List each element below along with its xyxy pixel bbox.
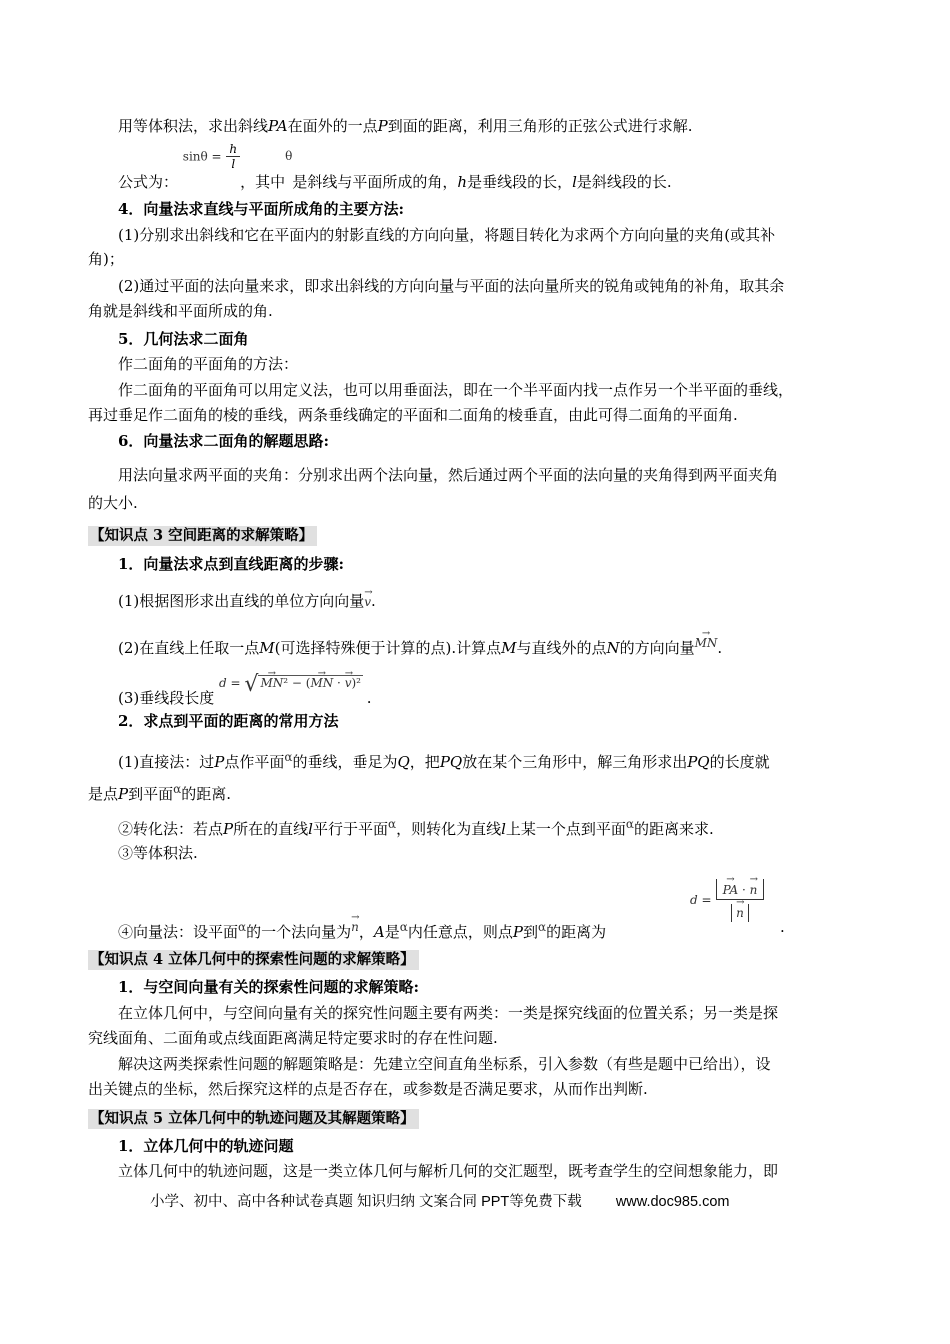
paragraph-k3-p4: ④向量法：设平面$^\alpha$的一个法向量为→ n，A是$^\alpha$内任意点，则点P到$^\alpha$的距离为 [88,916,876,943]
heading-k5-1: 1．立体几何中的轨迹问题 [118,1137,294,1155]
paragraph-4-1b: 角)； [88,250,124,268]
paragraph-k3-p1b: 是点P到平面$^\alpha$的距离. [88,782,232,803]
paragraph-k4-2a: 解决这两类探索性问题的解题策略是：先建立空间直角坐标系，引入参数（有些是题中已给出），设 [118,1055,771,1073]
paragraph-k5-1: 立体几何中的轨迹问题，这是一类立体几何与解析几何的交汇题型，既考查学生的空间想象能力，即 [88,1160,876,1182]
section-header-4: 【知识点 4 立体几何中的探索性问题的求解策略】 [88,950,419,970]
paragraph-4-1a: (1)分别求出斜线和它在平面内的射影直线的方向向量，将题目转化为求两个方向向量的夹角(或其补 [118,226,776,244]
page-footer [150,1190,729,1211]
paragraph-k3-p3: ③等体积法. [118,844,198,862]
formula-period: . [780,918,785,936]
paragraph-equal-volume: 用等体积法，求出斜线PA在面外的一点P到面的距离，利用三角形的正弦公式进行求解. [118,117,693,135]
paragraph-k3-2: (2)在直线上任取一点M(可选择特殊便于计算的点).计算点M与直线外的点N的方向向量→ MN. [88,632,876,659]
distance-formula: d = √→ MN² − (→ MN · → v)² [219,676,367,690]
footer-url[interactable]: www.doc985.com [615,1194,730,1210]
paragraph-5-2b: 再过垂足作二面角的棱的垂线，两条垂线确定的平面和二面角的棱垂直，由此可得二面角的平面角. [88,406,738,424]
section-header-3: 【知识点 3 空间距离的求解策略】 [88,526,317,546]
heading-4: 4．向量法求直线与平面所成角的主要方法: [118,200,404,218]
paragraph-5-1: 作二面角的平面角的方法： [118,355,299,373]
footer-text: 小学、初中、高中各种试卷真题 知识归纳 文案合同 PPT等免费下载 [150,1194,582,1210]
paragraph-k3-1: (1)根据图形求出直线的单位方向向量→ v. [88,590,876,613]
paragraph-6b: 的大小. [88,494,138,512]
sine-formula: sinθ = $\frac{h}{l}$ [183,142,240,171]
paragraph-4-2b: 角就是斜线和平面所成的角. [88,302,273,320]
paragraph-k4-1b: 究线面角、二面角或点线面距离满足特定要求时的存在性问题. [88,1029,498,1047]
paragraph-k3-p1a: (1)直接法：过P点作平面$^\alpha$的垂线，垂足为Q，把PQ放在某个三角形中，解三角形求出PQ的长度就 [118,750,770,771]
paragraph-k4-2b: 出关键点的坐标，然后探究这样的点是否存在，或参数是否满足要求，从而作出判断. [88,1080,648,1098]
plane-distance-formula: d = → PA · → n → n [690,870,764,930]
paragraph-k4-1a: 在立体几何中，与空间向量有关的探究性问题主要有两类：一类是探究线面的位置关系；另一类是探 [118,1004,779,1022]
paragraph-k3-p2: ②转化法：若点P所在的直线l平行于平面$^\alpha$，则转化为直线l上某一个点到平面$^\alpha$的距离来求. [118,817,714,838]
paragraph-6a: 用法向量求两平面的夹角：分别求出两个法向量，然后通过两个平面的法向量的夹角得到两平面夹角 [118,466,779,484]
heading-5: 5．几何法求二面角 [118,330,249,348]
heading-6: 6．向量法求二面角的解题思路: [118,432,329,450]
paragraph-5-2a: 作二面角的平面角可以用定义法，也可以用垂面法，即在一个半平面内找一点作另一个半平面的垂线， [118,381,794,399]
heading-k3-2: 2．求点到平面的距离的常用方法 [118,712,339,730]
heading-k4-1: 1．与空间向量有关的探索性问题的求解策略: [118,978,419,996]
heading-k3-1: 1．向量法求点到直线距离的步骤: [118,555,344,573]
section-header-5: 【知识点 5 立体几何中的轨迹问题及其解题策略】 [88,1109,419,1129]
formula-line: 公式为： sinθ = $\frac{h}{l}$ ，其中$^\theta$是斜线与平面所成的角，h是垂线段的长，l是斜线段的长. [118,142,672,191]
paragraph-4-2a: (2)通过平面的法向量来求，即求出斜线的方向向量与平面的法向量所夹的锐角或钝角的补角，取其余 [118,277,785,295]
paragraph-k3-3: (3)垂线段长度 $^{d = √\to MN^2 - (\to MN \cdot \to v)^2}$ . [88,672,876,706]
